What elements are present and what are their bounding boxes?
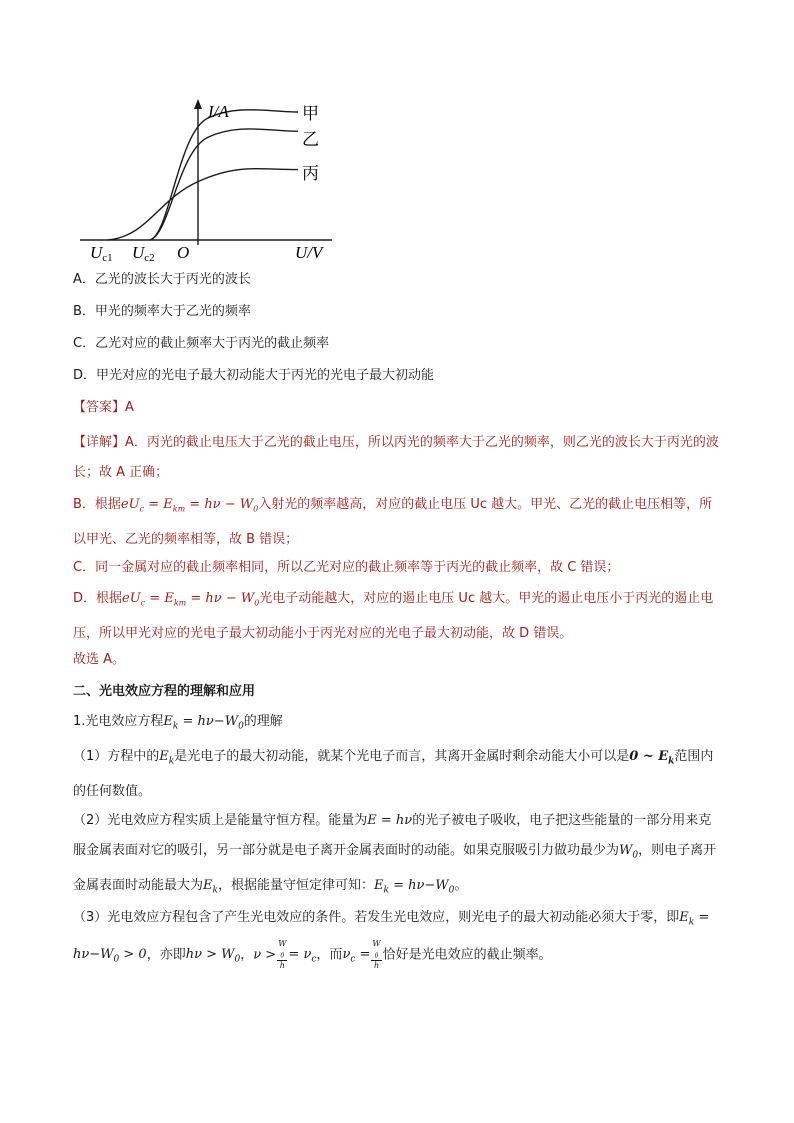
option-c: C．乙光对应的截止频率大于丙光的截止频率 <box>73 336 330 351</box>
answer: 【答案】A <box>73 400 134 415</box>
item1-heading: 1.光电效应方程$E_k = h\nu-W_0$的理解 <box>73 714 283 732</box>
option-d: D．甲光对应的光电子最大初动能大于丙光的光电子最大初动能 <box>73 368 435 383</box>
conclusion: 故选 A。 <box>73 652 126 667</box>
detail-d: D．根据$eU_c = E_{km} = h\nu - W_0$光电子动能越大，对应的遏止电压 Uc 越大。甲光的遏止电压小于丙光的遏止电压，所以甲光对应的光电子最大初动能小于丙光对应的光电子最大初动能，故 D 错误。 <box>73 591 714 641</box>
fraction-w0-over-h-2: W $_0$ h <box>372 938 381 971</box>
section-title: 二、光电效应方程的理解和应用 <box>73 684 256 699</box>
iu-characteristic-figure <box>70 95 370 264</box>
curves-group <box>108 110 298 240</box>
curve-jia <box>150 110 298 240</box>
option-a: A．乙光的波长大于丙光的波长 <box>73 272 251 287</box>
curve-label-jia: 甲 <box>302 104 319 123</box>
detail-b: B．根据$eU_c = E_{km} = h\nu - W_0$入射光的频率越高，对应的截止电压 Uc 越大。甲光、乙光的截止电压相等，所以甲光、乙光的频率相等，故 B 错误； <box>73 497 713 547</box>
uc1-label: Uc1 <box>90 243 113 264</box>
curve-yi <box>150 129 298 240</box>
uc2-label: Uc2 <box>132 243 155 264</box>
curve-label-yi: 乙 <box>302 130 319 149</box>
paragraph-2: （2）光电效应方程实质上是能量守恒方程。能量为E = hν的光子被电子吸收，电子把这些能量的一部分用来克服金属表面对它的吸引，另一部分就是电子离开金属表面时的动能。如果克服吸引力做功最少为$W_0$，则电子离开金属表面时动能最大为$E_k$，根据能量守恒定律可知：$E_k = h\nu-W_0$。 <box>73 813 717 896</box>
option-b: B．甲光的频率大于乙光的频率 <box>73 304 251 319</box>
paragraph-3: （3）光电效应方程包含了产生光电效应的条件。若发生光电效应，则光电子的最大初动能必须大于零，即$E_k = h\nu-W_0 > 0$，亦即$h\nu > W_0$，ν > W $_0$ h = $\nu_c$，而$\nu_c$ = W $_0$ h 恰好是光电效应的截止频率。 <box>73 910 710 971</box>
detail-a: 【详解】A．丙光的截止电压大于乙光的截止电压，所以丙光的频率大于乙光的频率，则乙光的波长大于丙光的波长；故 A 正确； <box>73 435 719 480</box>
detail-c: C．同一金属对应的截止频率相同，所以乙光对应的截止频率等于丙光的截止频率，故 C 错误； <box>73 560 620 575</box>
curve-label-bing: 丙 <box>302 164 319 183</box>
y-axis-label: I/A <box>208 102 229 121</box>
y-axis-arrow-icon <box>194 99 202 109</box>
paragraph-1: （1）方程中的$E_k$是光电子的最大初动能，就某个光电子而言，其离开金属时剩余动能大小可以是0 ~ $E_k$范围内的任何数值。 <box>73 749 714 799</box>
curve-bing <box>108 169 298 240</box>
figure-svg <box>70 95 370 264</box>
fraction-w0-over-h: W $_0$ h <box>278 938 287 971</box>
origin-label: O <box>177 243 190 262</box>
x-axis-label: U/V <box>295 243 323 262</box>
